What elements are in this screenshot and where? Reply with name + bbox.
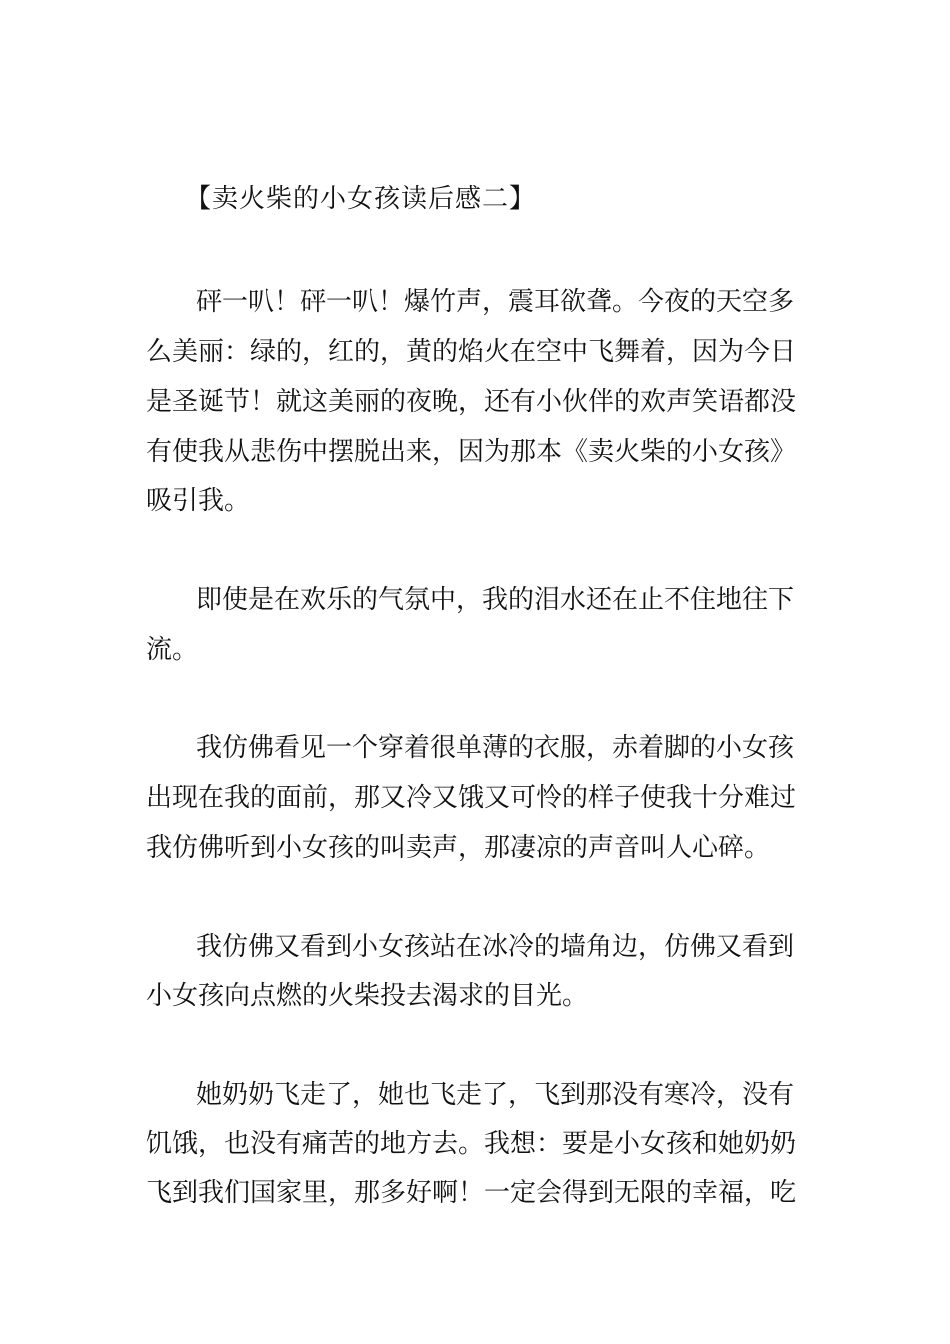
- paragraph-1-line-5: 吸引我。: [146, 486, 251, 516]
- paragraph-2-line-1: 即使是在欢乐的气氛中，我的泪水还在止不住地往下: [196, 585, 795, 615]
- paragraph-1-line-4: 有使我从悲伤中摆脱出来，因为那本《卖火柴的小女孩》: [146, 437, 797, 467]
- paragraph-1-line-1: 砰一叭！砰一叭！爆竹声，震耳欲聋。今夜的天空多: [196, 287, 795, 317]
- paragraph-1-line-2: 么美丽：绿的，红的，黄的焰火在空中飞舞着，因为今日: [146, 337, 797, 367]
- paragraph-3-line-2: 出现在我的面前，那又冷又饿又可怜的样子使我十分难过: [146, 783, 797, 813]
- paragraph-4-line-1: 我仿佛又看到小女孩站在冰冷的墙角边，仿佛又看到: [196, 932, 795, 962]
- paragraph-5-line-3: 飞到我们国家里，那多好啊！一定会得到无限的幸福，吃: [146, 1178, 797, 1208]
- paragraph-2-line-2: 流。: [146, 635, 199, 665]
- paragraph-5-line-1: 她奶奶飞走了，她也飞走了，飞到那没有寒冷，没有: [196, 1080, 795, 1110]
- paragraph-3-line-3: 我仿佛听到小女孩的叫卖声，那凄凉的声音叫人心碎。: [146, 833, 771, 863]
- paragraph-4-line-2: 小女孩向点燃的火柴投去渴求的目光。: [146, 981, 589, 1011]
- paragraph-5-line-2: 饥饿，也没有痛苦的地方去。我想：要是小女孩和她奶奶: [146, 1129, 797, 1159]
- document-title: 【卖火柴的小女孩读后感二】: [185, 184, 537, 214]
- paragraph-1-line-3: 是圣诞节！就这美丽的夜晚，还有小伙伴的欢声笑语都没: [146, 387, 797, 417]
- paragraph-3-line-1: 我仿佛看见一个穿着很单薄的衣服，赤着脚的小女孩: [196, 733, 795, 763]
